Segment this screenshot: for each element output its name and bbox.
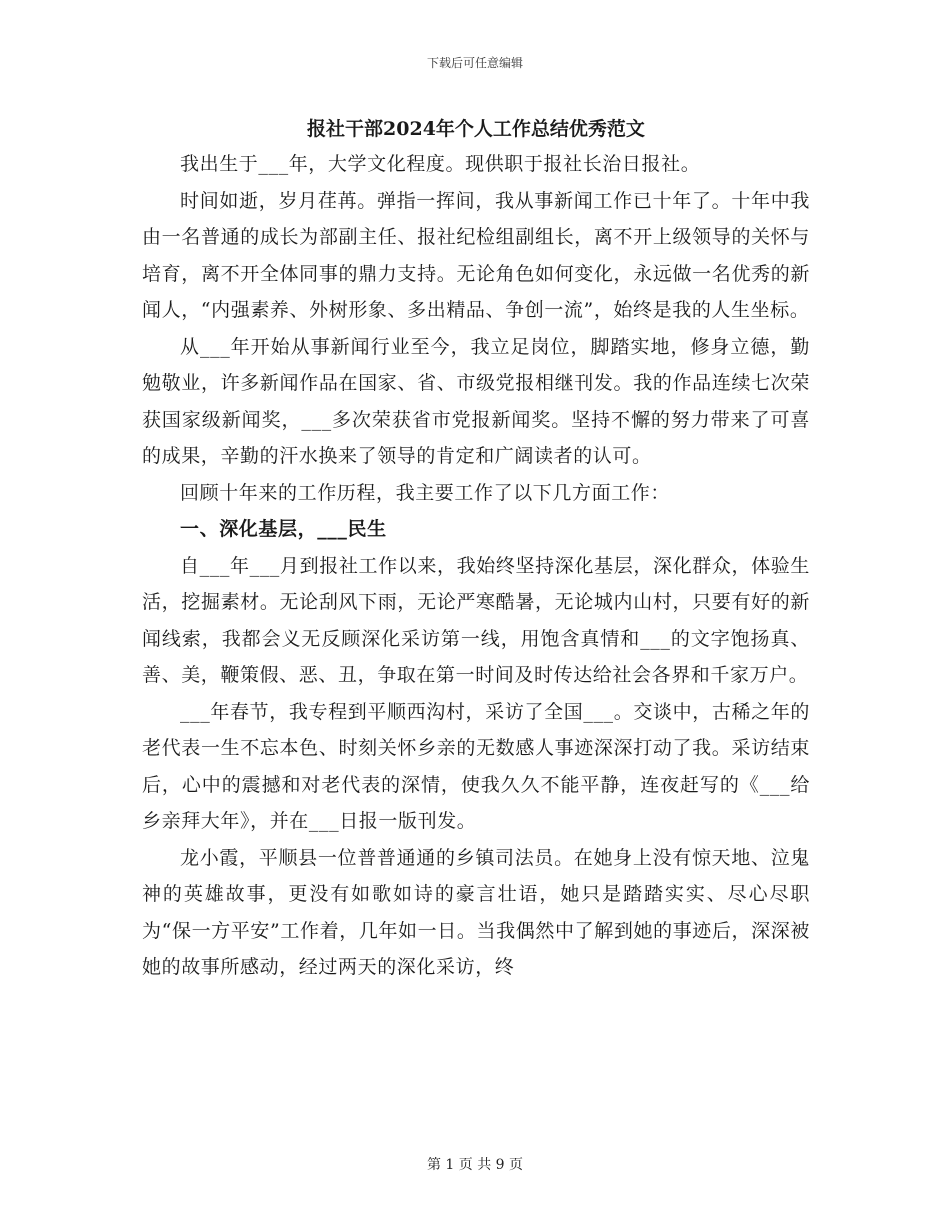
section-heading-1: 一、深化基层，___民生 <box>180 518 387 540</box>
page-indicator: 第 1 页 共 9 页 <box>426 1157 524 1173</box>
header-note: 下载后可任意编辑 <box>426 56 523 70</box>
paragraph-long-xiaoxia: 龙小霞，平顺县一位普普通通的乡镇司法员。在她身上没有惊天地、泣鬼神的英雄故事，更没有如歌如诗的豪言壮语，她只是踏踏实实、尽心尽职为“保一方平安”工作着，几年如一日。当我偶然中了解到她的事迹后，深深被她的故事所感动，经过两天的深化采访，终 <box>142 846 810 978</box>
paragraph-spring-festival: ___年春节，我专程到平顺西沟村，采访了全国___。交谈中，古稀之年的老代表一生不忘本色、时刻关怀乡亲的无数感人事迹深深打动了我。采访结束后，心中的震撼和对老代表的深情，使我久久不能平静，连夜赶写的《___给乡亲拜大年》，并在___日报一版刊发。 <box>142 700 810 832</box>
paragraph-review-intro: 回顾十年来的工作历程，我主要工作了以下几方面工作： <box>180 481 671 504</box>
document-body <box>142 112 810 986</box>
document-title: 报社干部2024年个人工作总结优秀范文 <box>307 118 645 140</box>
paragraph-grassroots: 自___年___月到报社工作以来，我始终坚持深化基层，深化群众，体验生活，挖掘素材。无论刮风下雨，无论严寒酷暑，无论城内山村，只要有好的新闻线索，我都会义无反顾深化采访第一线，用饱含真情和___的文字饱扬真、善、美，鞭策假、恶、丑，争取在第一时间及时传达给社会各界和千家万户。 <box>142 554 810 686</box>
paragraph-achievements: 从___年开始从事新闻行业至今，我立足岗位，脚踏实地，修身立德，勤勉敬业，许多新闻作品在国家、省、市级党报相继刊发。我的作品连续七次荣获国家级新闻奖，___多次荣获省市党报新闻奖。坚持不懈的努力带来了可喜的成果，辛勤的汗水换来了领导的肯定和广阔读者的认可。 <box>142 335 810 467</box>
paragraph-career-overview: 时间如逝，岁月荏苒。弹指一挥间，我从事新闻工作已十年了。十年中我由一名普通的成长为部副主任、报社纪检组副组长，离不开上级领导的关怀与培育，离不开全体同事的鼎力支持。无论角色如何变化，永远做一名优秀的新闻人，“内强素养、外树形象、多出精品、争创一流”，始终是我的人生坐标。 <box>142 189 810 321</box>
paragraph-intro: 我出生于___年，大学文化程度。现供职于报社长治日报社。 <box>180 153 701 175</box>
